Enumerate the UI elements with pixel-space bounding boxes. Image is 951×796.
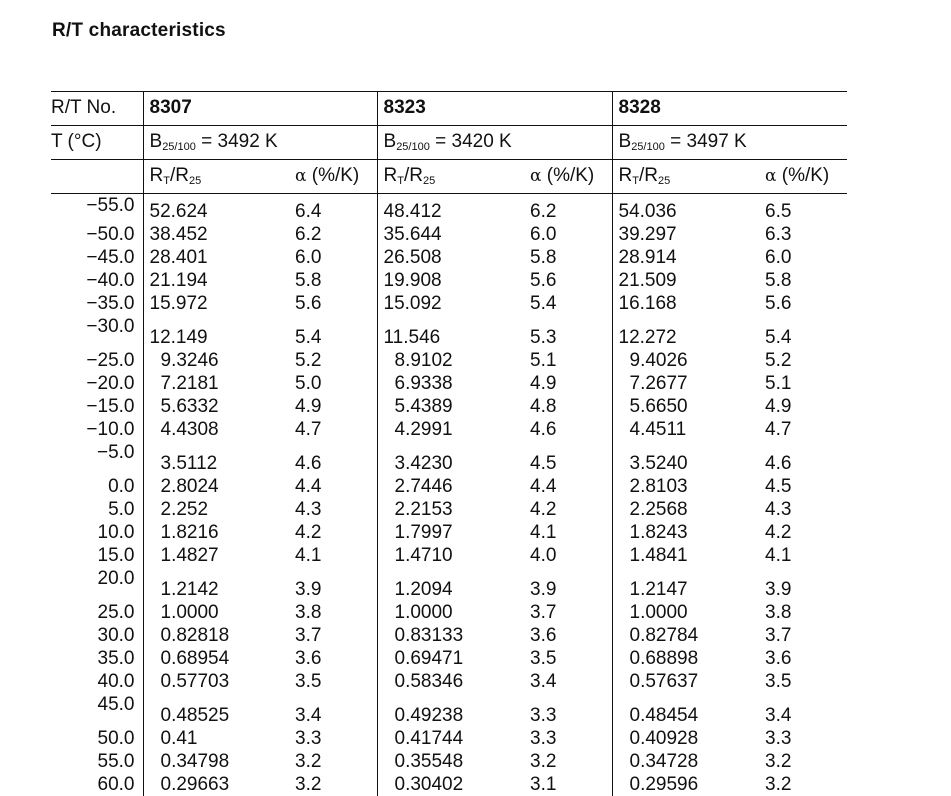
alpha-cell-8307: 3.8 <box>295 602 322 623</box>
table-row <box>51 693 847 727</box>
ratio-cell-8323: 6.9338 <box>377 372 524 395</box>
alpha-cell-8323: 5.4 <box>530 293 557 314</box>
ratio-cell-8307: 2.252 <box>143 498 289 521</box>
alpha-cell-8328: 3.6 <box>765 648 792 669</box>
table-row <box>51 441 847 475</box>
ratio-cell-8307: 4.4308 <box>143 418 289 441</box>
ratio-cell-8323: 35.644 <box>377 223 524 246</box>
alpha-cell-8323: 6.0 <box>530 224 557 245</box>
ratio-cell-8323: 5.4389 <box>377 395 524 418</box>
temperature-cell: −30.0 <box>86 316 135 337</box>
table-row <box>51 670 847 693</box>
table-row <box>51 395 847 418</box>
ratio-header-8323: $R_T/R_{25}$ <box>377 160 524 194</box>
temperature-cell: 55.0 <box>97 751 135 772</box>
ratio-cell-8328: 1.4841 <box>612 544 759 567</box>
ratio-cell-8328: 0.29596 <box>612 773 759 796</box>
alpha-cell-8323: 5.3 <box>530 327 557 348</box>
b-value-8328: $B_{25/100} = 3497$ K <box>612 126 847 160</box>
ratio-cell-8307: 9.3246 <box>143 349 289 372</box>
alpha-cell-8328: 6.0 <box>765 247 792 268</box>
alpha-cell-8323: 3.3 <box>530 705 557 726</box>
alpha-cell-8307: 4.2 <box>295 522 322 543</box>
temperature-cell: −15.0 <box>86 396 135 417</box>
alpha-cell-8307: 4.9 <box>295 396 322 417</box>
alpha-cell-8307: 5.0 <box>295 373 322 394</box>
ratio-cell-8323: 19.908 <box>377 269 524 292</box>
alpha-cell-8328: 5.4 <box>765 327 792 348</box>
ratio-cell-8307: 0.57703 <box>143 670 289 693</box>
ratio-cell-8323: 3.4230 <box>377 441 524 475</box>
temperature-cell: −25.0 <box>86 350 135 371</box>
temperature-cell: −10.0 <box>86 419 135 440</box>
ratio-cell-8323: 1.0000 <box>377 601 524 624</box>
alpha-cell-8307: 3.2 <box>295 774 322 795</box>
type-number-8323: 8323 <box>377 92 612 126</box>
alpha-cell-8328: 3.2 <box>765 774 792 795</box>
alpha-cell-8323: 4.2 <box>530 499 557 520</box>
alpha-cell-8328: 3.9 <box>765 579 792 600</box>
ratio-cell-8307: 2.8024 <box>143 475 289 498</box>
ratio-cell-8323: 0.35548 <box>377 750 524 773</box>
alpha-cell-8307: 3.5 <box>295 671 322 692</box>
ratio-cell-8323: 48.412 <box>377 194 524 224</box>
alpha-cell-8328: 5.2 <box>765 350 792 371</box>
alpha-cell-8307: 5.6 <box>295 293 322 314</box>
ratio-cell-8323: 1.4710 <box>377 544 524 567</box>
b-value-8323: $B_{25/100} = 3420$ K <box>377 126 612 160</box>
ratio-cell-8323: 8.9102 <box>377 349 524 372</box>
alpha-cell-8307: 3.6 <box>295 648 322 669</box>
alpha-cell-8328: 3.8 <box>765 602 792 623</box>
alpha-header-8307: α (%/K) <box>289 160 377 194</box>
alpha-cell-8323: 5.1 <box>530 350 557 371</box>
temperature-cell: 30.0 <box>97 625 135 646</box>
alpha-cell-8307: 4.6 <box>295 453 322 474</box>
ratio-cell-8307: 0.48525 <box>143 693 289 727</box>
temperature-cell: −50.0 <box>86 224 135 245</box>
table-row <box>51 567 847 601</box>
ratio-cell-8328: 12.272 <box>612 315 759 349</box>
ratio-cell-8328: 28.914 <box>612 246 759 269</box>
table-row <box>51 601 847 624</box>
table-row <box>51 223 847 246</box>
ratio-cell-8307: 0.68954 <box>143 647 289 670</box>
alpha-cell-8323: 3.2 <box>530 751 557 772</box>
alpha-cell-8328: 5.8 <box>765 270 792 291</box>
table-row <box>51 624 847 647</box>
ratio-cell-8328: 2.2568 <box>612 498 759 521</box>
temperature-cell: 0.0 <box>108 476 135 497</box>
ratio-cell-8323: 0.83133 <box>377 624 524 647</box>
alpha-cell-8328: 4.1 <box>765 545 792 566</box>
ratio-cell-8307: 0.29663 <box>143 773 289 796</box>
alpha-cell-8323: 3.5 <box>530 648 557 669</box>
ratio-cell-8307: 0.34798 <box>143 750 289 773</box>
alpha-cell-8328: 4.5 <box>765 476 792 497</box>
temperature-cell: −40.0 <box>86 270 135 291</box>
alpha-cell-8328: 3.3 <box>765 728 792 749</box>
table-row <box>51 521 847 544</box>
alpha-cell-8323: 4.9 <box>530 373 557 394</box>
alpha-cell-8328: 4.3 <box>765 499 792 520</box>
temperature-label: T (°C) <box>51 126 143 160</box>
ratio-cell-8323: 4.2991 <box>377 418 524 441</box>
ratio-cell-8328: 0.82784 <box>612 624 759 647</box>
alpha-cell-8328: 5.1 <box>765 373 792 394</box>
ratio-cell-8328: 16.168 <box>612 292 759 315</box>
alpha-cell-8328: 6.3 <box>765 224 792 245</box>
alpha-cell-8323: 4.0 <box>530 545 557 566</box>
temperature-cell: 45.0 <box>97 694 135 715</box>
alpha-cell-8328: 3.4 <box>765 705 792 726</box>
ratio-cell-8328: 2.8103 <box>612 475 759 498</box>
ratio-header-8307: $R_T/R_{25}$ <box>143 160 289 194</box>
table-row <box>51 773 847 796</box>
ratio-cell-8307: 1.2142 <box>143 567 289 601</box>
rt-characteristics-table <box>51 91 847 796</box>
ratio-cell-8328: 5.6650 <box>612 395 759 418</box>
temperature-cell: 20.0 <box>97 568 135 589</box>
header-row-rt-no <box>51 92 847 126</box>
ratio-cell-8328: 1.0000 <box>612 601 759 624</box>
ratio-header-8328: $R_T/R_{25}$ <box>612 160 759 194</box>
alpha-cell-8328: 3.5 <box>765 671 792 692</box>
alpha-cell-8307: 3.9 <box>295 579 322 600</box>
ratio-cell-8328: 7.2677 <box>612 372 759 395</box>
alpha-cell-8323: 3.1 <box>530 774 557 795</box>
table-row <box>51 315 847 349</box>
ratio-cell-8323: 0.49238 <box>377 693 524 727</box>
temperature-cell: 35.0 <box>97 648 135 669</box>
ratio-cell-8323: 1.7997 <box>377 521 524 544</box>
alpha-cell-8307: 6.4 <box>295 201 322 222</box>
ratio-cell-8328: 3.5240 <box>612 441 759 475</box>
alpha-cell-8307: 5.4 <box>295 327 322 348</box>
ratio-cell-8323: 1.2094 <box>377 567 524 601</box>
alpha-header-8323: α (%/K) <box>524 160 612 194</box>
ratio-cell-8323: 2.2153 <box>377 498 524 521</box>
temperature-cell: 25.0 <box>97 602 135 623</box>
ratio-cell-8328: 0.34728 <box>612 750 759 773</box>
ratio-cell-8323: 0.58346 <box>377 670 524 693</box>
table-row <box>51 194 847 224</box>
rt-no-label: R/T No. <box>51 92 143 126</box>
temperature-cell: −35.0 <box>86 293 135 314</box>
ratio-cell-8307: 1.0000 <box>143 601 289 624</box>
ratio-cell-8307: 21.194 <box>143 269 289 292</box>
ratio-cell-8328: 9.4026 <box>612 349 759 372</box>
table-row <box>51 727 847 750</box>
ratio-cell-8328: 21.509 <box>612 269 759 292</box>
table-row <box>51 292 847 315</box>
table-row <box>51 750 847 773</box>
alpha-cell-8323: 3.3 <box>530 728 557 749</box>
ratio-cell-8328: 54.036 <box>612 194 759 224</box>
header-row-columns <box>51 160 847 194</box>
table-row <box>51 544 847 567</box>
ratio-cell-8307: 5.6332 <box>143 395 289 418</box>
temperature-cell: −55.0 <box>86 195 135 216</box>
ratio-cell-8323: 26.508 <box>377 246 524 269</box>
ratio-cell-8307: 1.4827 <box>143 544 289 567</box>
alpha-cell-8323: 4.5 <box>530 453 557 474</box>
table-row <box>51 349 847 372</box>
b-value-8307: $B_{25/100} = 3492$ K <box>143 126 377 160</box>
table-row <box>51 647 847 670</box>
ratio-cell-8328: 0.57637 <box>612 670 759 693</box>
page-title: R/T characteristics <box>52 20 226 41</box>
header-blank <box>51 160 143 194</box>
alpha-cell-8323: 5.8 <box>530 247 557 268</box>
alpha-cell-8307: 6.2 <box>295 224 322 245</box>
ratio-cell-8307: 15.972 <box>143 292 289 315</box>
ratio-cell-8323: 0.69471 <box>377 647 524 670</box>
alpha-cell-8328: 5.6 <box>765 293 792 314</box>
alpha-cell-8328: 4.7 <box>765 419 792 440</box>
alpha-cell-8323: 5.6 <box>530 270 557 291</box>
ratio-cell-8328: 0.68898 <box>612 647 759 670</box>
alpha-cell-8328: 3.7 <box>765 625 792 646</box>
table-row <box>51 498 847 521</box>
ratio-cell-8323: 2.7446 <box>377 475 524 498</box>
alpha-cell-8328: 6.5 <box>765 201 792 222</box>
temperature-cell: −20.0 <box>86 373 135 394</box>
temperature-cell: 40.0 <box>97 671 135 692</box>
alpha-cell-8328: 4.9 <box>765 396 792 417</box>
header-row-b-value <box>51 126 847 160</box>
ratio-cell-8307: 0.82818 <box>143 624 289 647</box>
alpha-cell-8323: 4.4 <box>530 476 557 497</box>
alpha-cell-8307: 4.7 <box>295 419 322 440</box>
ratio-cell-8328: 0.40928 <box>612 727 759 750</box>
alpha-cell-8323: 3.9 <box>530 579 557 600</box>
ratio-cell-8328: 4.4511 <box>612 418 759 441</box>
temperature-cell: −45.0 <box>86 247 135 268</box>
ratio-cell-8307: 0.41 <box>143 727 289 750</box>
ratio-cell-8307: 38.452 <box>143 223 289 246</box>
alpha-cell-8307: 3.7 <box>295 625 322 646</box>
alpha-cell-8307: 6.0 <box>295 247 322 268</box>
ratio-cell-8328: 1.8243 <box>612 521 759 544</box>
alpha-cell-8323: 3.7 <box>530 602 557 623</box>
temperature-cell: 50.0 <box>97 728 135 749</box>
ratio-cell-8323: 0.30402 <box>377 773 524 796</box>
alpha-cell-8328: 4.2 <box>765 522 792 543</box>
temperature-cell: 5.0 <box>108 499 135 520</box>
alpha-cell-8323: 4.1 <box>530 522 557 543</box>
ratio-cell-8323: 15.092 <box>377 292 524 315</box>
ratio-cell-8307: 28.401 <box>143 246 289 269</box>
alpha-cell-8307: 4.1 <box>295 545 322 566</box>
alpha-cell-8307: 4.3 <box>295 499 322 520</box>
ratio-cell-8307: 12.149 <box>143 315 289 349</box>
ratio-cell-8328: 1.2147 <box>612 567 759 601</box>
ratio-cell-8328: 39.297 <box>612 223 759 246</box>
temperature-cell: 10.0 <box>97 522 135 543</box>
alpha-cell-8323: 3.4 <box>530 671 557 692</box>
alpha-cell-8328: 4.6 <box>765 453 792 474</box>
ratio-cell-8323: 11.546 <box>377 315 524 349</box>
ratio-cell-8328: 0.48454 <box>612 693 759 727</box>
temperature-cell: 15.0 <box>97 545 135 566</box>
alpha-cell-8323: 4.6 <box>530 419 557 440</box>
table-row <box>51 269 847 292</box>
ratio-cell-8307: 1.8216 <box>143 521 289 544</box>
type-number-8307: 8307 <box>143 92 377 126</box>
alpha-cell-8307: 5.8 <box>295 270 322 291</box>
type-number-8328: 8328 <box>612 92 847 126</box>
temperature-cell: −5.0 <box>96 442 135 463</box>
alpha-cell-8307: 3.3 <box>295 728 322 749</box>
ratio-cell-8323: 0.41744 <box>377 727 524 750</box>
ratio-cell-8307: 52.624 <box>143 194 289 224</box>
alpha-cell-8323: 6.2 <box>530 201 557 222</box>
ratio-cell-8307: 7.2181 <box>143 372 289 395</box>
alpha-cell-8307: 3.4 <box>295 705 322 726</box>
table-row <box>51 418 847 441</box>
alpha-cell-8307: 4.4 <box>295 476 322 497</box>
table-row <box>51 475 847 498</box>
table-row <box>51 246 847 269</box>
alpha-cell-8323: 4.8 <box>530 396 557 417</box>
alpha-header-8328: α (%/K) <box>759 160 847 194</box>
alpha-cell-8307: 3.2 <box>295 751 322 772</box>
alpha-cell-8307: 5.2 <box>295 350 322 371</box>
temperature-cell: 60.0 <box>97 774 135 795</box>
alpha-cell-8328: 3.2 <box>765 751 792 772</box>
ratio-cell-8307: 3.5112 <box>143 441 289 475</box>
table-row <box>51 372 847 395</box>
alpha-cell-8323: 3.6 <box>530 625 557 646</box>
